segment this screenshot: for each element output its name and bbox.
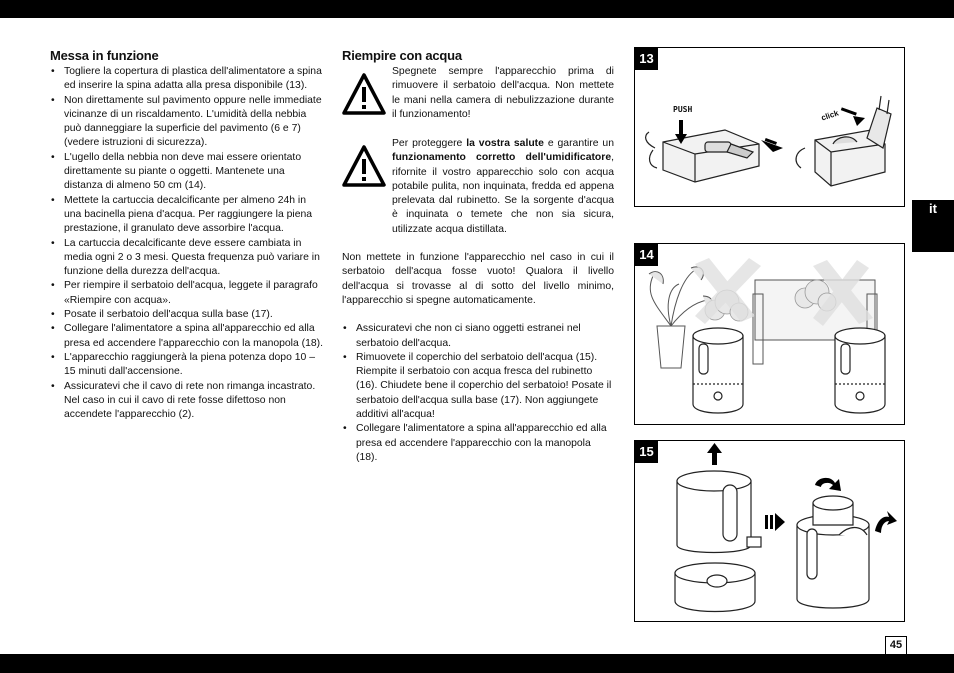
list-item: • L'apparecchio raggiungerà la piena potenza dopo 10 – 15 minuti dall'accensione. (50, 351, 325, 380)
warning-block-2 (342, 137, 614, 237)
power-adapter-illustration (635, 48, 904, 206)
figure-15 (634, 440, 905, 622)
left-bullet-list (50, 65, 325, 422)
right-column (342, 48, 614, 465)
list-item: • Non direttamente sul pavimento oppure nelle immediate vicinanze di un riscaldamento. L'umidità della nebbia può danneggiare la superficie del pavimento (6 e 7) (vedere istruzioni di sicurezza). (50, 94, 325, 151)
language-tab (912, 200, 954, 252)
click-label: click (820, 108, 840, 123)
list-item: • Posate il serbatoio dell'acqua sulla base (17). (50, 308, 325, 322)
tank-removal-illustration (635, 441, 904, 621)
figure-number: 13 (635, 48, 658, 70)
list-item: • La cartuccia decalcificante deve essere cambiata in media ogni 2 o 3 mesi. Questa frequenza può variare in funzione della durezza dell'acqua. (50, 237, 325, 280)
empty-tank-paragraph: Non mettete in funzione l'apparecchio nel caso in cui il serbatoio dell'acqua fosse vuoto! Qualora il livello dell'acqua si trovasse al di sotto del livello minimo, l'apparecchio si spegne automaticamente. (342, 252, 614, 306)
figure-number: 15 (635, 441, 658, 463)
left-column (50, 48, 325, 422)
warning-text-2: Per proteggere la vostra salute e garantire un funzionamento corretto dell'umidificatore, rifornite il vostro apparecchio solo con acqua potabile pulita, non inquinata, fredda ed appena prelevata dal rubinetto. Se la sorgente d'acqua è inquinata o temete che non sia sicura, utilizzate acqua distillata. (392, 138, 614, 235)
warning-icon (342, 145, 386, 187)
top-bar (0, 0, 954, 18)
list-item: • Togliere la copertura di plastica dell'alimentatore a spina ed inserire la spina adatta alla presa disponibile (13). (50, 65, 325, 94)
list-item: • Assicuratevi che non ci siano oggetti estranei nel serbatoio dell'acqua. (342, 322, 614, 351)
warning-text-1: Spegnete sempre l'apparecchio prima di rimuovere il serbatoio dell'acqua. Non mettete le mani nella camera di nebulizzazione durante il funzionamento! (392, 66, 614, 120)
right-bullet-list (342, 322, 614, 465)
figure-number: 14 (635, 244, 658, 266)
section-title-messa-in-funzione: Messa in funzione (50, 48, 159, 63)
list-item: • Rimuovete il coperchio del serbatoio dell'acqua (15). Riempite il serbatoio con acqua fresca del rubinetto (16). Chiudete bene il coperchio del serbatoio! Posate il serbatoio dell'acqua sulla base (17). Non aggiungete additivi all'acqua! (342, 351, 614, 422)
warning-icon (342, 73, 386, 115)
list-item: • Assicuratevi che il cavo di rete non rimanga incastrato. Nel caso in cui il cavo di rete fosse difettoso non accendete l'apparecchio (2). (50, 380, 325, 423)
list-item: • Per riempire il serbatoio dell'acqua, leggete il paragrafo «Riempire con acqua». (50, 279, 325, 308)
bottom-bar (0, 654, 954, 673)
figure-13 (634, 47, 905, 207)
page-number: 45 (885, 636, 907, 655)
list-item: • Collegare l'alimentatore a spina all'apparecchio ed alla presa ed accendere l'apparecchio con la manopola (18). (342, 422, 614, 465)
list-item: • Mettete la cartuccia decalcificante per almeno 24h in una bacinella piena d'acqua. Per raggiungere la piena prestazione, il granulato deve assorbire l'acqua. (50, 194, 325, 237)
list-item: • L'ugello della nebbia non deve mai essere orientato direttamente su piante o oggetti. Mantenete una distanza di almeno 50 cm (14). (50, 151, 325, 194)
placement-illustration (635, 244, 904, 424)
warning-block-1 (342, 65, 614, 125)
language-tab-label: it (929, 201, 937, 216)
list-item: • Collegare l'alimentatore a spina all'apparecchio ed alla presa ed accendere l'apparecchio con la manopola (18). (50, 322, 325, 351)
push-label: PUSH (673, 105, 693, 114)
figure-14 (634, 243, 905, 425)
section-title-riempire-con-acqua: Riempire con acqua (342, 48, 462, 63)
